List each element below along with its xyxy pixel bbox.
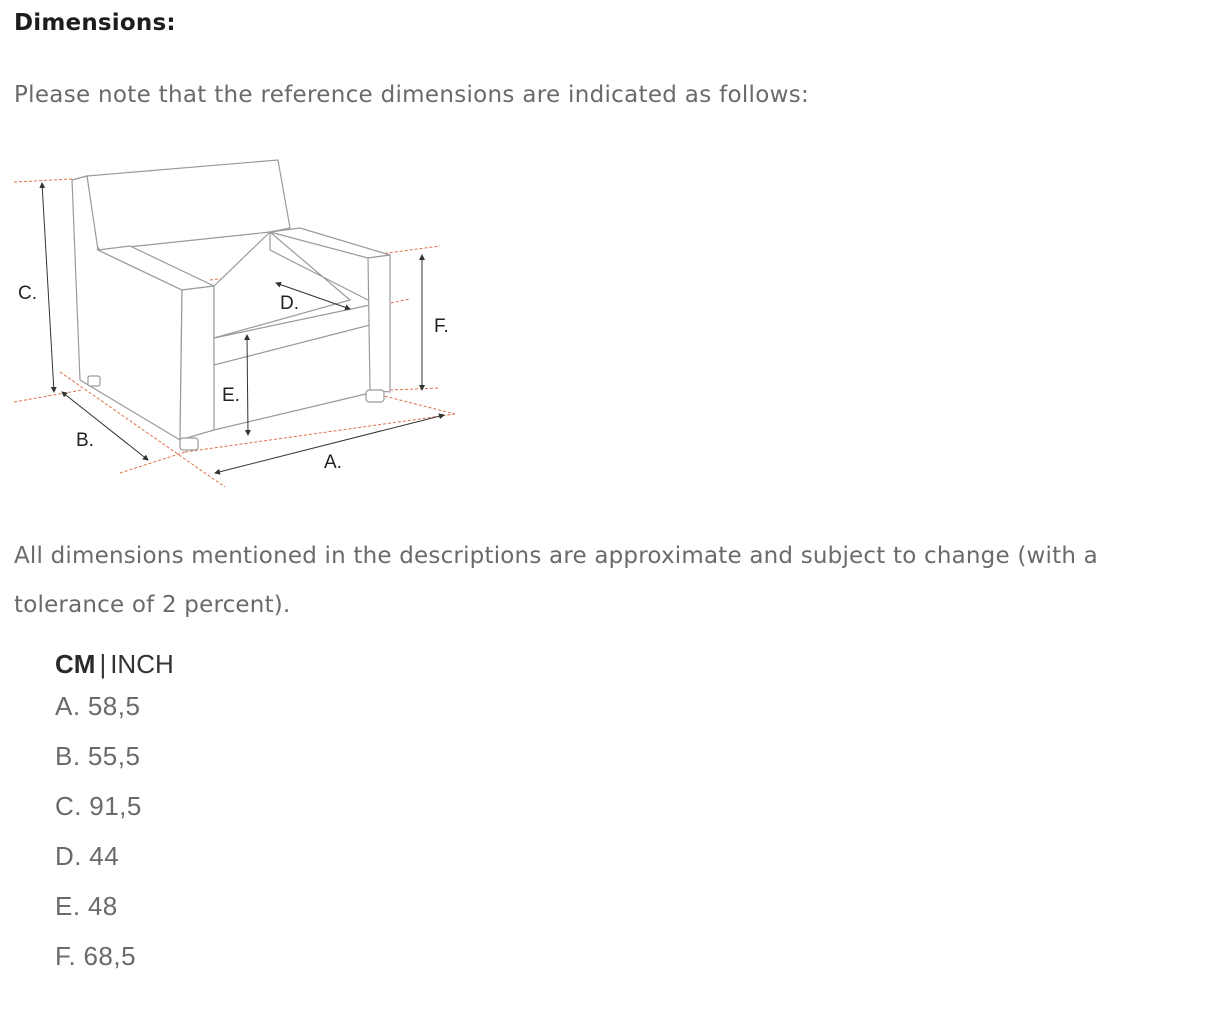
dimension-letter: A. bbox=[55, 691, 81, 721]
diagram-label-b: B. bbox=[76, 430, 94, 451]
dimension-value: 55,5 bbox=[87, 741, 141, 771]
diagram-label-c: C. bbox=[18, 283, 37, 304]
armchair-dimension-diagram bbox=[0, 150, 470, 495]
diagram-label-d: D. bbox=[280, 293, 299, 314]
dimension-letter: F. bbox=[55, 941, 77, 971]
dimension-letter: C. bbox=[55, 791, 82, 821]
dimension-value: 44 bbox=[89, 841, 120, 871]
dimension-table bbox=[55, 648, 174, 990]
dimension-letter: B. bbox=[55, 741, 81, 771]
diagram-label-a: A. bbox=[324, 452, 342, 473]
dimension-value: 91,5 bbox=[89, 791, 142, 821]
disclaimer-text: All dimensions mentioned in the descriptions are approximate and subject to change (with a tolerance of 2 percent). bbox=[14, 543, 1098, 618]
dimension-item-b bbox=[55, 740, 174, 790]
armchair-outline bbox=[72, 160, 390, 450]
page-title: Dimensions: bbox=[14, 10, 176, 36]
diagram-label-f: F. bbox=[434, 316, 449, 337]
dimension-item-c bbox=[55, 790, 174, 840]
dimension-value: 48 bbox=[87, 891, 118, 921]
unit-inch[interactable]: INCH bbox=[110, 649, 174, 679]
dimension-list bbox=[55, 690, 174, 990]
dimension-item-d bbox=[55, 840, 174, 890]
dimension-item-a bbox=[55, 690, 174, 740]
dimension-letter: D. bbox=[55, 841, 82, 871]
diagram-label-e: E. bbox=[222, 385, 240, 406]
dimension-item-e bbox=[55, 890, 174, 940]
unit-cm[interactable]: CM bbox=[55, 649, 96, 679]
reference-note: Please note that the reference dimensions are indicated as follows: bbox=[14, 82, 810, 108]
dimension-value: 58,5 bbox=[87, 691, 141, 721]
dimension-item-f bbox=[55, 940, 174, 990]
dimension-value: 68,5 bbox=[83, 941, 137, 971]
unit-toggle bbox=[55, 648, 174, 680]
unit-separator: | bbox=[99, 649, 107, 679]
dimension-letter: E. bbox=[55, 891, 81, 921]
